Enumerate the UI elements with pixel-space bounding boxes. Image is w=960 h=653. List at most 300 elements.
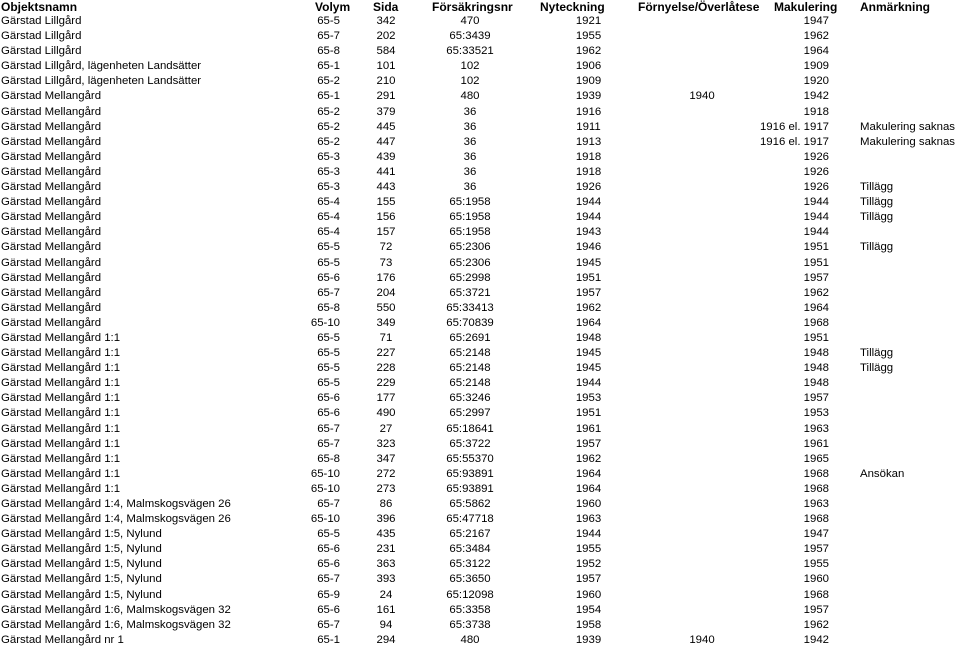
table-row <box>0 406 960 421</box>
header-makulering[interactable]: Makulering <box>774 0 838 14</box>
cell-forsakringsnr[interactable]: 65:2148 <box>449 377 491 390</box>
header-nyteckning[interactable]: Nyteckning <box>540 0 605 14</box>
cell-volym[interactable]: 65-10 <box>310 482 340 495</box>
cell-forsakringsnr[interactable]: 65:2691 <box>449 331 491 344</box>
cell-nyteckning[interactable]: 1944 <box>575 211 602 224</box>
cell-forsakringsnr[interactable]: 65:2306 <box>449 241 491 254</box>
cell-makulering[interactable]: 1968 <box>803 316 829 329</box>
table-row <box>0 89 960 104</box>
table-row <box>0 467 960 482</box>
cell-volym[interactable]: 65-4 <box>317 211 340 224</box>
cell-volym[interactable]: 65-6 <box>317 392 340 405</box>
cell-volym[interactable]: 65-10 <box>310 513 340 526</box>
cell-sida[interactable]: 396 <box>376 513 396 526</box>
cell-anmarkning[interactable]: Ansökan <box>860 467 905 480</box>
cell-nyteckning[interactable]: 1939 <box>575 633 602 646</box>
cell-volym[interactable]: 65-1 <box>317 60 340 73</box>
cell-objektsnamn[interactable]: Gärstad Mellangård 1:5, Nylund <box>1 588 162 601</box>
cell-objektsnamn[interactable]: Gärstad Mellangård <box>1 286 102 299</box>
cell-forsakringsnr[interactable]: 65:3721 <box>449 286 491 299</box>
cell-volym[interactable]: 65-5 <box>317 377 340 390</box>
cell-nyteckning[interactable]: 1944 <box>575 528 602 541</box>
cell-nyteckning[interactable]: 1953 <box>575 392 602 405</box>
cell-anmarkning[interactable]: Tillägg <box>860 196 894 209</box>
cell-objektsnamn[interactable]: Gärstad Mellangård <box>1 271 102 284</box>
table-row <box>0 437 960 452</box>
cell-objektsnamn[interactable]: Gärstad Mellangård 1:5, Nylund <box>1 573 162 586</box>
cell-sida[interactable]: 177 <box>376 392 396 405</box>
cell-forsakringsnr[interactable]: 65:1958 <box>449 196 491 209</box>
cell-makulering[interactable]: 1951 <box>803 256 829 269</box>
cell-sida[interactable]: 294 <box>376 633 396 646</box>
cell-objektsnamn[interactable]: Gärstad Mellangård 1:1 <box>1 362 121 375</box>
cell-makulering[interactable]: 1951 <box>803 331 829 344</box>
table-row <box>0 240 960 255</box>
cell-makulering[interactable]: 1944 <box>803 226 829 239</box>
table-row <box>0 452 960 467</box>
cell-volym[interactable]: 65-3 <box>317 150 340 163</box>
cell-forsakringsnr[interactable]: 65:3246 <box>449 392 491 405</box>
cell-makulering[interactable]: 1947 <box>803 528 829 541</box>
cell-volym[interactable]: 65-7 <box>317 618 340 631</box>
cell-volym[interactable]: 65-1 <box>317 90 340 103</box>
cell-sida[interactable]: 229 <box>376 377 396 390</box>
cell-forsakringsnr[interactable]: 65:1958 <box>449 211 491 224</box>
cell-nyteckning[interactable]: 1960 <box>575 498 602 510</box>
cell-volym[interactable]: 65-2 <box>317 135 340 148</box>
cell-nyteckning[interactable]: 1945 <box>575 347 602 360</box>
cell-nyteckning[interactable]: 1906 <box>575 60 602 73</box>
cell-objektsnamn[interactable]: Gärstad Mellangård <box>1 196 102 209</box>
header-volym[interactable]: Volym <box>315 0 351 14</box>
cell-sida[interactable]: 291 <box>376 90 396 103</box>
cell-objektsnamn[interactable]: Gärstad Mellangård 1:1 <box>1 467 121 480</box>
cell-volym[interactable]: 65-6 <box>317 271 340 284</box>
cell-sida[interactable]: 202 <box>376 30 396 43</box>
cell-sida[interactable]: 156 <box>376 211 396 224</box>
table-row <box>0 150 960 165</box>
cell-sida[interactable]: 94 <box>379 618 393 631</box>
cell-forsakringsnr[interactable]: 65:3722 <box>449 437 491 450</box>
table-row <box>0 120 960 135</box>
cell-objektsnamn[interactable]: Gärstad Mellangård 1:1 <box>1 331 121 344</box>
cell-objektsnamn[interactable]: Gärstad Lillgård <box>1 15 82 27</box>
cell-forsakringsnr[interactable]: 65:47718 <box>446 513 494 526</box>
cell-makulering[interactable]: 1960 <box>803 573 829 586</box>
cell-objektsnamn[interactable]: Gärstad Lillgård, lägenheten Landsätter <box>1 60 202 73</box>
cell-makulering[interactable]: 1965 <box>803 452 829 465</box>
cell-makulering[interactable]: 1964 <box>803 301 829 314</box>
table-row <box>0 29 960 44</box>
cell-objektsnamn[interactable]: Gärstad Mellangård <box>1 105 102 118</box>
cell-volym[interactable]: 65-10 <box>310 316 340 329</box>
cell-nyteckning[interactable]: 1963 <box>575 513 602 526</box>
cell-objektsnamn[interactable]: Gärstad Mellangård <box>1 211 102 224</box>
cell-volym[interactable]: 65-8 <box>317 452 340 465</box>
cell-forsakringsnr[interactable]: 102 <box>460 75 480 88</box>
cell-makulering[interactable]: 1963 <box>803 498 829 510</box>
cell-sida[interactable]: 157 <box>376 226 396 239</box>
cell-makulering[interactable]: 1953 <box>803 407 829 420</box>
cell-sida[interactable]: 273 <box>376 482 396 495</box>
cell-makulering[interactable]: 1916 el. 1917 <box>759 135 829 148</box>
cell-forsakringsnr[interactable]: 65:18641 <box>446 422 494 435</box>
cell-nyteckning[interactable]: 1948 <box>575 331 602 344</box>
cell-forsakringsnr[interactable]: 65:93891 <box>446 467 494 480</box>
cell-sida[interactable]: 72 <box>379 241 393 254</box>
table-body <box>0 14 960 648</box>
table-row <box>0 105 960 120</box>
cell-sida[interactable]: 161 <box>376 603 396 616</box>
cell-volym[interactable]: 65-7 <box>317 422 340 435</box>
cell-makulering[interactable]: 1962 <box>803 30 829 43</box>
cell-sida[interactable]: 227 <box>376 347 396 360</box>
cell-sida[interactable]: 445 <box>376 120 396 133</box>
cell-nyteckning[interactable]: 1955 <box>575 30 602 43</box>
cell-forsakringsnr[interactable]: 65:3650 <box>449 573 491 586</box>
cell-nyteckning[interactable]: 1946 <box>575 241 602 254</box>
cell-makulering[interactable]: 1942 <box>803 633 829 646</box>
cell-volym[interactable]: 65-8 <box>317 301 340 314</box>
cell-forsakringsnr[interactable]: 65:70839 <box>446 316 494 329</box>
cell-sida[interactable]: 363 <box>376 558 396 571</box>
cell-makulering[interactable]: 1961 <box>803 437 829 450</box>
cell-objektsnamn[interactable]: Gärstad Mellangård 1:1 <box>1 482 121 495</box>
cell-volym[interactable]: 65-6 <box>317 558 340 571</box>
cell-objektsnamn[interactable]: Gärstad Lillgård <box>1 45 82 58</box>
cell-forsakringsnr[interactable]: 65:2997 <box>449 407 491 420</box>
cell-sida[interactable]: 155 <box>376 196 396 209</box>
cell-volym[interactable]: 65-5 <box>317 528 340 541</box>
cell-nyteckning[interactable]: 1957 <box>575 573 602 586</box>
cell-volym[interactable]: 65-1 <box>317 633 340 646</box>
cell-volym[interactable]: 65-5 <box>317 331 340 344</box>
table-row <box>0 572 960 587</box>
cell-anmarkning[interactable]: Tillägg <box>860 362 894 375</box>
cell-anmarkning[interactable]: Tillägg <box>860 211 894 224</box>
cell-forsakringsnr[interactable]: 470 <box>460 15 480 27</box>
cell-makulering[interactable]: 1964 <box>803 45 829 58</box>
cell-forsakringsnr[interactable]: 65:33521 <box>446 45 494 58</box>
cell-nyteckning[interactable]: 1918 <box>575 165 602 178</box>
cell-makulering[interactable]: 1951 <box>803 241 829 254</box>
cell-volym[interactable]: 65-6 <box>317 603 340 616</box>
cell-makulering[interactable]: 1948 <box>803 362 829 375</box>
cell-sida[interactable]: 439 <box>376 150 396 163</box>
cell-nyteckning[interactable]: 1964 <box>575 482 602 495</box>
cell-nyteckning[interactable]: 1913 <box>575 135 602 148</box>
cell-makulering[interactable]: 1955 <box>803 558 829 571</box>
cell-forsakringsnr[interactable]: 65:5862 <box>449 498 491 510</box>
cell-nyteckning[interactable]: 1943 <box>575 226 602 239</box>
cell-sida[interactable]: 176 <box>376 271 396 284</box>
cell-objektsnamn[interactable]: Gärstad Mellangård <box>1 90 102 103</box>
cell-forsakringsnr[interactable]: 65:3122 <box>449 558 491 571</box>
cell-makulering[interactable]: 1968 <box>803 513 829 526</box>
table-row <box>0 195 960 210</box>
cell-nyteckning[interactable]: 1962 <box>575 301 602 314</box>
cell-nyteckning[interactable]: 1952 <box>575 558 602 571</box>
cell-sida[interactable]: 231 <box>376 543 396 556</box>
cell-nyteckning[interactable]: 1955 <box>575 543 602 556</box>
cell-sida[interactable]: 441 <box>376 165 396 178</box>
table-row <box>0 376 960 391</box>
cell-volym[interactable]: 65-7 <box>317 573 340 586</box>
cell-makulering[interactable]: 1963 <box>803 422 829 435</box>
cell-volym[interactable]: 65-5 <box>317 241 340 254</box>
table-row <box>0 588 960 603</box>
cell-nyteckning[interactable]: 1916 <box>575 105 602 118</box>
cell-objektsnamn[interactable]: Gärstad Mellangård 1:1 <box>1 392 121 405</box>
cell-objektsnamn[interactable]: Gärstad Mellangård <box>1 150 102 163</box>
table-row <box>0 301 960 316</box>
table-row <box>0 271 960 286</box>
cell-volym[interactable]: 65-9 <box>317 588 340 601</box>
cell-makulering[interactable]: 1909 <box>803 60 829 73</box>
header-anmarkning[interactable]: Anmärkning <box>860 0 931 14</box>
cell-nyteckning[interactable]: 1951 <box>575 271 602 284</box>
cell-objektsnamn[interactable]: Gärstad Mellangård 1:1 <box>1 422 121 435</box>
cell-nyteckning[interactable]: 1960 <box>575 588 602 601</box>
cell-objektsnamn[interactable]: Gärstad Mellangård 1:4, Malmskogsvägen 26 <box>1 513 231 526</box>
cell-objektsnamn[interactable]: Gärstad Mellangård nr 1 <box>1 633 124 646</box>
cell-objektsnamn[interactable]: Gärstad Mellangård <box>1 241 102 254</box>
cell-sida[interactable]: 550 <box>376 301 396 314</box>
cell-nyteckning[interactable]: 1957 <box>575 437 602 450</box>
cell-volym[interactable]: 65-7 <box>317 286 340 299</box>
table-row <box>0 44 960 59</box>
cell-objektsnamn[interactable]: Gärstad Lillgård <box>1 30 82 43</box>
cell-forsakringsnr[interactable]: 65:33413 <box>446 301 494 314</box>
cell-volym[interactable]: 65-10 <box>310 467 340 480</box>
cell-makulering[interactable]: 1957 <box>803 543 829 556</box>
cell-nyteckning[interactable]: 1954 <box>575 603 602 616</box>
cell-anmarkning[interactable]: Makulering saknas <box>860 135 955 148</box>
cell-makulering[interactable]: 1944 <box>803 196 829 209</box>
cell-nyteckning[interactable]: 1945 <box>575 256 602 269</box>
cell-sida[interactable]: 27 <box>379 422 393 435</box>
table-row <box>0 210 960 225</box>
table-row <box>0 59 960 74</box>
cell-nyteckning[interactable]: 1945 <box>575 362 602 375</box>
cell-volym[interactable]: 65-3 <box>317 165 340 178</box>
cell-forsakringsnr[interactable]: 36 <box>463 165 477 178</box>
cell-sida[interactable]: 379 <box>376 105 396 118</box>
header-objektsnamn[interactable]: Objektsnamn <box>1 0 78 14</box>
header-fornyelse[interactable]: Förnyelse/Överlåtese <box>638 0 760 14</box>
cell-forsakringsnr[interactable]: 65:2167 <box>449 528 491 541</box>
cell-objektsnamn[interactable]: Gärstad Mellangård <box>1 301 102 314</box>
cell-sida[interactable]: 584 <box>376 45 396 58</box>
cell-makulering[interactable]: 1957 <box>803 603 829 616</box>
cell-sida[interactable]: 342 <box>376 15 396 27</box>
cell-forsakringsnr[interactable]: 36 <box>463 120 477 133</box>
cell-nyteckning[interactable]: 1964 <box>575 467 602 480</box>
cell-anmarkning[interactable]: Tillägg <box>860 181 894 194</box>
table-row <box>0 542 960 557</box>
cell-sida[interactable]: 323 <box>376 437 396 450</box>
cell-forsakringsnr[interactable]: 480 <box>460 90 480 103</box>
cell-forsakringsnr[interactable]: 65:3439 <box>449 30 491 43</box>
cell-sida[interactable]: 24 <box>379 588 393 601</box>
cell-nyteckning[interactable]: 1964 <box>575 316 602 329</box>
cell-forsakringsnr[interactable]: 65:3738 <box>449 618 491 631</box>
cell-nyteckning[interactable]: 1911 <box>576 120 601 133</box>
cell-objektsnamn[interactable]: Gärstad Mellangård <box>1 181 102 194</box>
cell-forsakringsnr[interactable]: 65:2148 <box>449 362 491 375</box>
cell-makulering[interactable]: 1948 <box>803 347 829 360</box>
table-row <box>0 225 960 240</box>
table-row <box>0 497 960 512</box>
cell-forsakringsnr[interactable]: 36 <box>463 135 477 148</box>
cell-volym[interactable]: 65-4 <box>317 226 340 239</box>
cell-forsakringsnr[interactable]: 65:2998 <box>449 271 491 284</box>
cell-makulering[interactable]: 1916 el. 1917 <box>759 120 829 133</box>
cell-forsakringsnr[interactable]: 36 <box>463 150 477 163</box>
cell-volym[interactable]: 65-7 <box>317 498 340 510</box>
cell-sida[interactable]: 347 <box>376 452 396 465</box>
cell-makulering[interactable]: 1920 <box>803 75 829 88</box>
cell-makulering[interactable]: 1968 <box>803 482 829 495</box>
cell-sida[interactable]: 393 <box>376 573 396 586</box>
cell-makulering[interactable]: 1926 <box>803 165 829 178</box>
cell-makulering[interactable]: 1957 <box>803 271 829 284</box>
cell-sida[interactable]: 204 <box>376 286 396 299</box>
cell-volym[interactable]: 65-3 <box>317 181 340 194</box>
cell-volym[interactable]: 65-6 <box>317 543 340 556</box>
cell-sida[interactable]: 349 <box>376 316 396 329</box>
cell-objektsnamn[interactable]: Gärstad Mellangård 1:1 <box>1 452 121 465</box>
cell-makulering[interactable]: 1926 <box>803 181 829 194</box>
cell-objektsnamn[interactable]: Gärstad Mellangård 1:5, Nylund <box>1 543 162 556</box>
cell-sida[interactable]: 443 <box>376 181 396 194</box>
cell-volym[interactable]: 65-7 <box>317 437 340 450</box>
cell-sida[interactable]: 86 <box>379 498 393 510</box>
cell-makulering[interactable]: 1948 <box>803 377 829 390</box>
cell-volym[interactable]: 65-6 <box>317 407 340 420</box>
cell-nyteckning[interactable]: 1961 <box>575 422 602 435</box>
cell-sida[interactable]: 272 <box>376 467 396 480</box>
cell-makulering[interactable]: 1962 <box>803 286 829 299</box>
cell-objektsnamn[interactable]: Gärstad Mellangård <box>1 256 102 269</box>
cell-makulering[interactable]: 1926 <box>803 150 829 163</box>
cell-forsakringsnr[interactable]: 36 <box>463 105 477 118</box>
cell-sida[interactable]: 435 <box>376 528 396 541</box>
cell-makulering[interactable]: 1918 <box>803 105 829 118</box>
cell-nyteckning[interactable]: 1944 <box>575 196 602 209</box>
cell-makulering[interactable]: 1944 <box>803 211 829 224</box>
cell-fornyelse[interactable]: 1940 <box>689 90 715 103</box>
cell-volym[interactable]: 65-2 <box>317 105 340 118</box>
cell-sida[interactable]: 73 <box>379 256 393 269</box>
table-row <box>0 527 960 542</box>
cell-objektsnamn[interactable]: Gärstad Mellangård 1:5, Nylund <box>1 558 162 571</box>
cell-objektsnamn[interactable]: Gärstad Mellangård 1:6, Malmskogsvägen 32 <box>1 603 231 616</box>
cell-sida[interactable]: 447 <box>376 135 396 148</box>
cell-volym[interactable]: 65-5 <box>317 256 340 269</box>
cell-makulering[interactable]: 1942 <box>803 90 829 103</box>
cell-volym[interactable]: 65-5 <box>317 15 340 27</box>
cell-forsakringsnr[interactable]: 65:12098 <box>446 588 494 601</box>
cell-nyteckning[interactable]: 1918 <box>575 150 602 163</box>
cell-sida[interactable]: 490 <box>376 407 396 420</box>
cell-nyteckning[interactable]: 1962 <box>575 452 602 465</box>
table-row <box>0 135 960 150</box>
cell-objektsnamn[interactable]: Gärstad Mellangård <box>1 226 102 239</box>
cell-objektsnamn[interactable]: Gärstad Mellangård <box>1 135 102 148</box>
cell-nyteckning[interactable]: 1951 <box>575 407 602 420</box>
header-sida[interactable]: Sida <box>373 0 399 14</box>
cell-objektsnamn[interactable]: Gärstad Mellangård 1:1 <box>1 407 121 420</box>
cell-forsakringsnr[interactable]: 65:55370 <box>446 452 494 465</box>
cell-nyteckning[interactable]: 1958 <box>575 618 602 631</box>
cell-nyteckning[interactable]: 1962 <box>575 45 602 58</box>
cell-fornyelse[interactable]: 1940 <box>689 633 715 646</box>
cell-objektsnamn[interactable]: Gärstad Mellangård 1:1 <box>1 347 121 360</box>
cell-sida[interactable]: 101 <box>376 60 396 73</box>
cell-objektsnamn[interactable]: Gärstad Mellangård 1:4, Malmskogsvägen 26 <box>1 498 231 510</box>
cell-anmarkning[interactable]: Makulering saknas <box>860 120 955 133</box>
cell-forsakringsnr[interactable]: 65:93891 <box>446 482 494 495</box>
table-row <box>0 165 960 180</box>
cell-forsakringsnr[interactable]: 65:2148 <box>449 347 491 360</box>
cell-volym[interactable]: 65-5 <box>317 362 340 375</box>
cell-objektsnamn[interactable]: Gärstad Mellangård 1:5, Nylund <box>1 528 162 541</box>
cell-objektsnamn[interactable]: Gärstad Mellangård <box>1 316 102 329</box>
cell-makulering[interactable]: 1968 <box>803 467 829 480</box>
cell-objektsnamn[interactable]: Gärstad Mellangård <box>1 165 102 178</box>
cell-makulering[interactable]: 1957 <box>803 392 829 405</box>
cell-volym[interactable]: 65-8 <box>317 45 340 58</box>
cell-nyteckning[interactable]: 1957 <box>575 286 602 299</box>
cell-forsakringsnr[interactable]: 102 <box>460 60 480 73</box>
cell-forsakringsnr[interactable]: 65:2306 <box>449 256 491 269</box>
table-row <box>0 346 960 361</box>
cell-volym[interactable]: 65-2 <box>317 120 340 133</box>
cell-nyteckning[interactable]: 1909 <box>575 75 602 88</box>
cell-objektsnamn[interactable]: Gärstad Lillgård, lägenheten Landsätter <box>1 75 202 88</box>
cell-nyteckning[interactable]: 1939 <box>575 90 602 103</box>
cell-volym[interactable]: 65-4 <box>317 196 340 209</box>
cell-forsakringsnr[interactable]: 65:3358 <box>449 603 491 616</box>
cell-sida[interactable]: 210 <box>376 75 396 88</box>
cell-objektsnamn[interactable]: Gärstad Mellangård 1:1 <box>1 437 121 450</box>
cell-forsakringsnr[interactable]: 480 <box>460 633 480 646</box>
cell-forsakringsnr[interactable]: 65:1958 <box>449 226 491 239</box>
cell-volym[interactable]: 65-2 <box>317 75 340 88</box>
cell-sida[interactable]: 71 <box>379 331 393 344</box>
cell-nyteckning[interactable]: 1926 <box>575 181 602 194</box>
cell-objektsnamn[interactable]: Gärstad Mellangård <box>1 120 102 133</box>
cell-sida[interactable]: 228 <box>376 362 396 375</box>
cell-makulering[interactable]: 1962 <box>803 618 829 631</box>
cell-makulering[interactable]: 1947 <box>803 15 829 27</box>
cell-anmarkning[interactable]: Tillägg <box>860 241 894 254</box>
cell-nyteckning[interactable]: 1921 <box>575 15 602 27</box>
header-forsakringsnr[interactable]: Försäkringsnr <box>432 0 513 14</box>
cell-forsakringsnr[interactable]: 36 <box>463 181 477 194</box>
cell-objektsnamn[interactable]: Gärstad Mellangård 1:6, Malmskogsvägen 32 <box>1 618 231 631</box>
table-row <box>0 633 960 648</box>
cell-volym[interactable]: 65-5 <box>317 347 340 360</box>
cell-makulering[interactable]: 1968 <box>803 588 829 601</box>
table-row <box>0 361 960 376</box>
cell-nyteckning[interactable]: 1944 <box>575 377 602 390</box>
cell-anmarkning[interactable]: Tillägg <box>860 347 894 360</box>
cell-objektsnamn[interactable]: Gärstad Mellangård 1:1 <box>1 377 121 390</box>
cell-forsakringsnr[interactable]: 65:3484 <box>449 543 491 556</box>
cell-volym[interactable]: 65-7 <box>317 30 340 43</box>
